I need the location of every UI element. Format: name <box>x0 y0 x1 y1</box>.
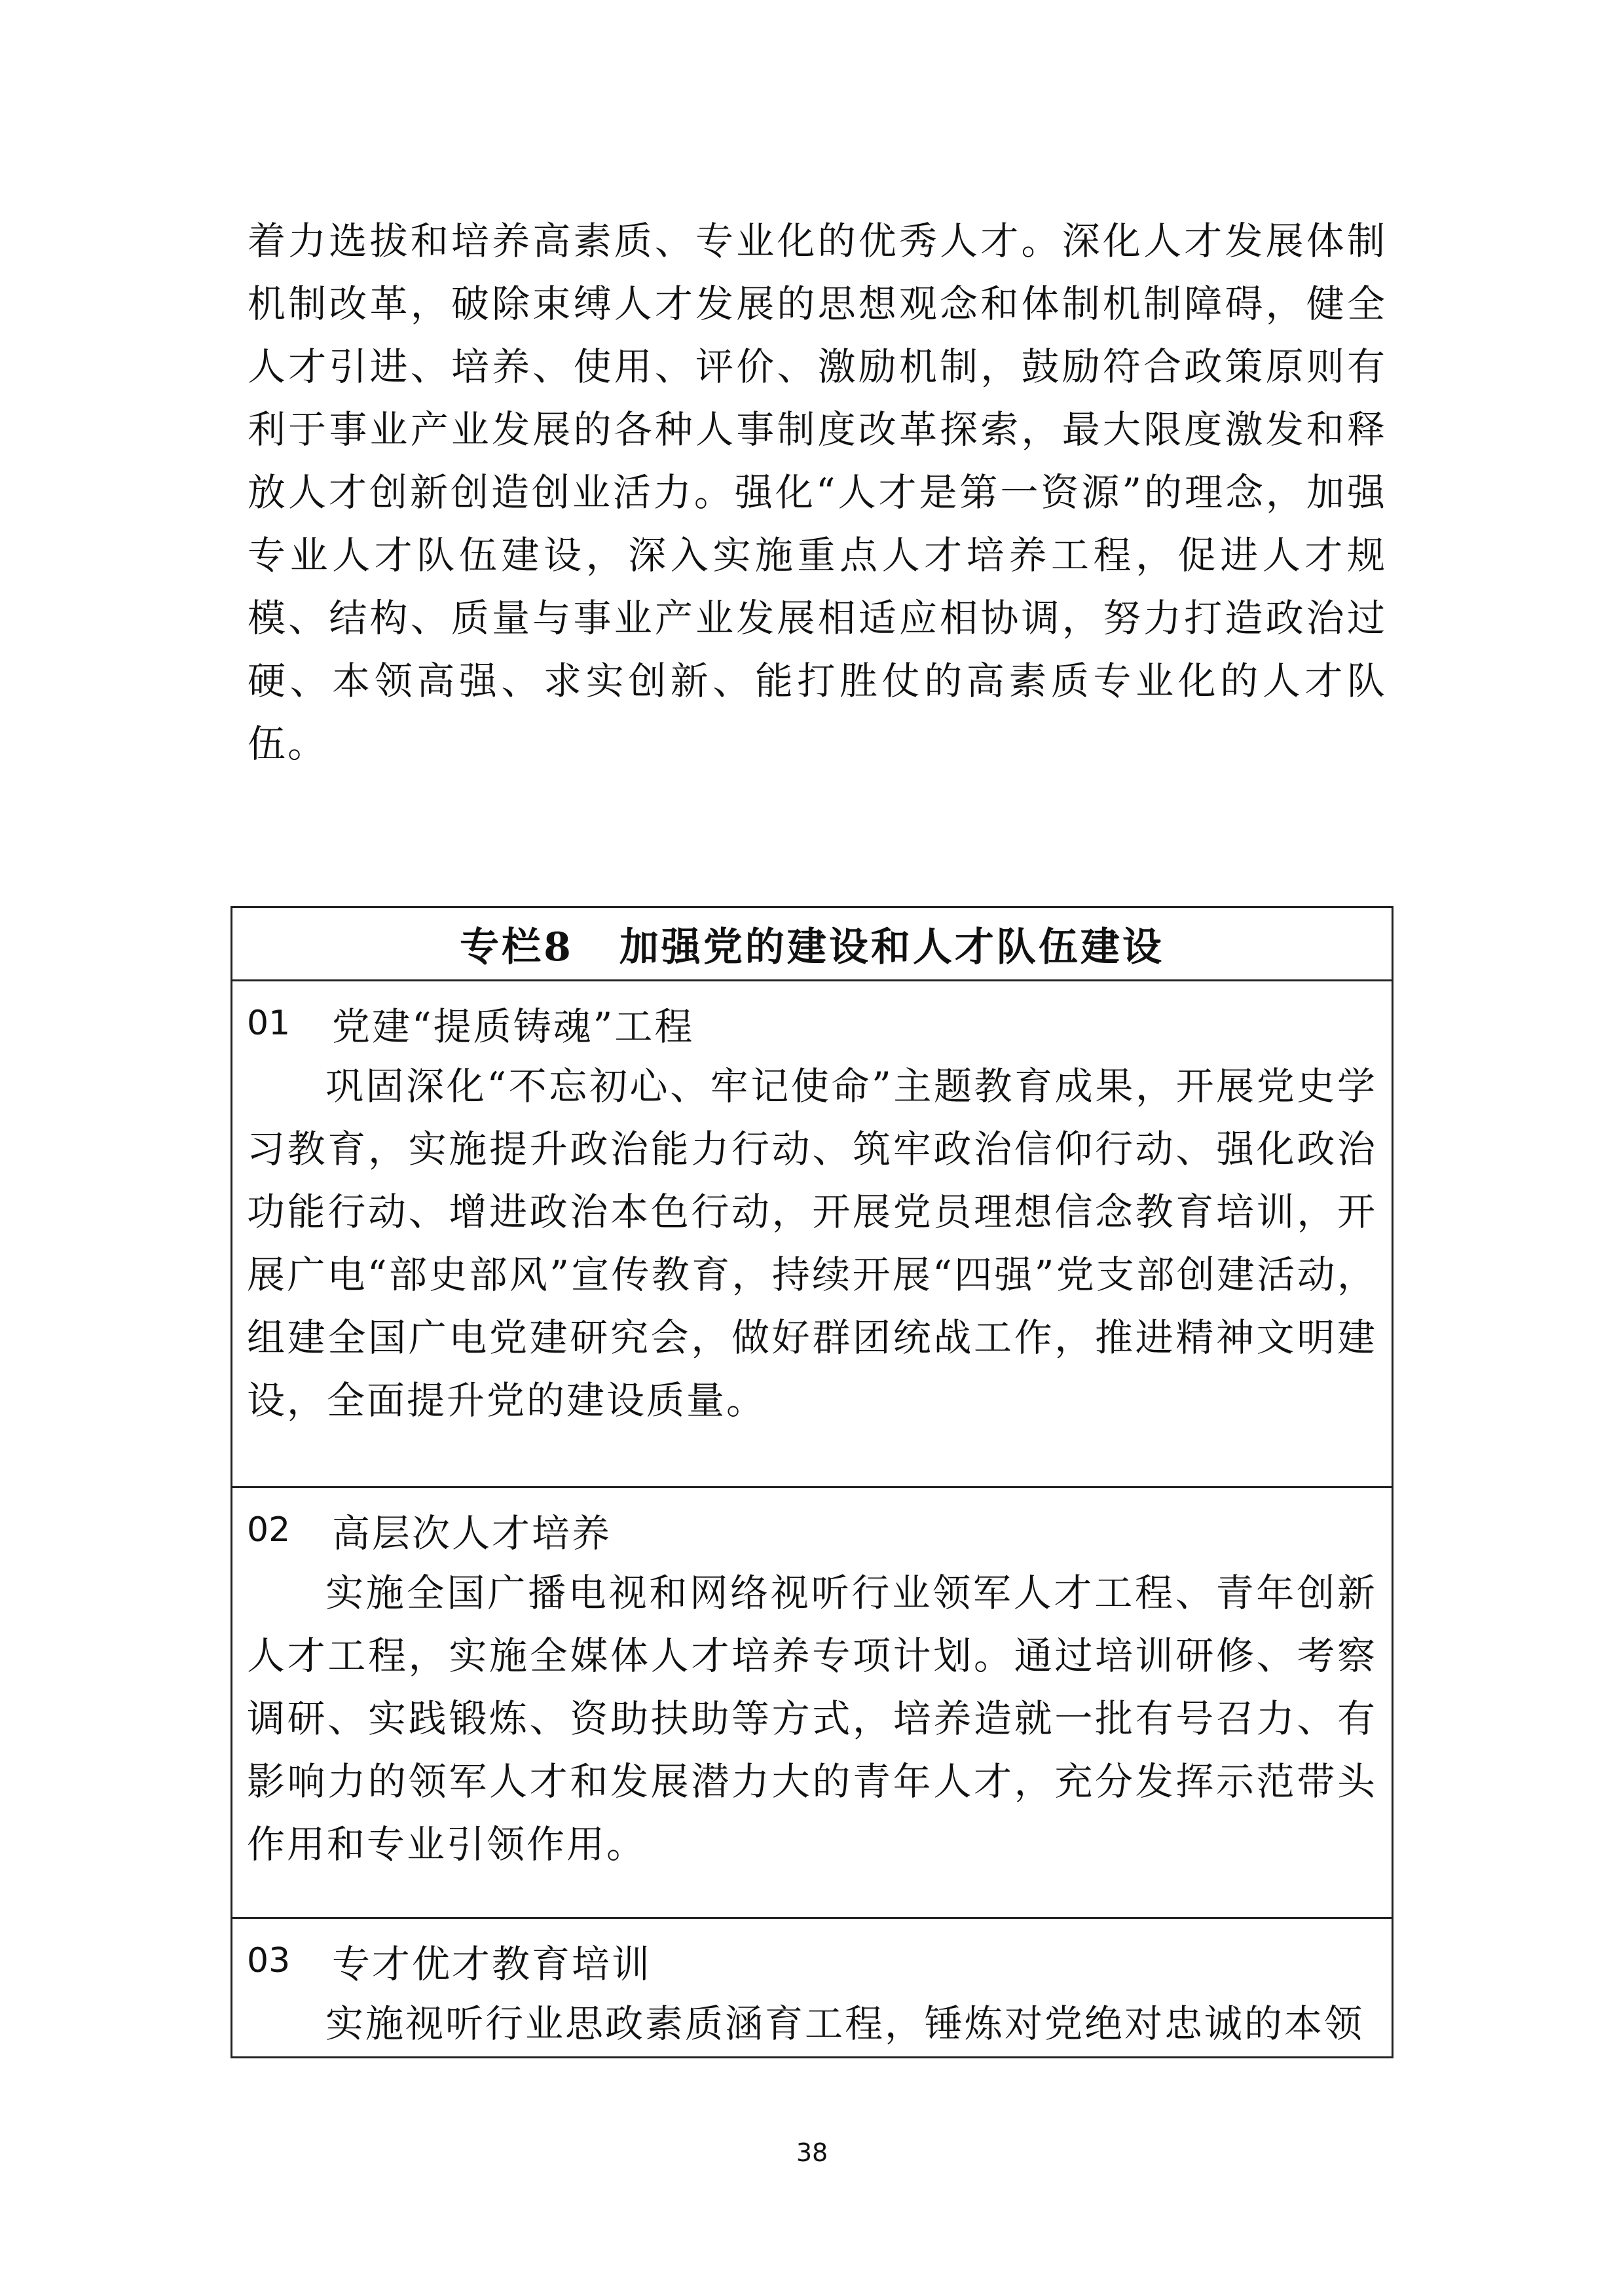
column-section-02 <box>232 1488 1392 1919</box>
section-number: 01 <box>247 1004 291 1043</box>
section-title: 专才优才教育培训 <box>332 1942 652 1986</box>
column-section-01 <box>232 981 1392 1488</box>
column-box-heading: 加强党的建设和人才队伍建设 <box>619 924 1164 970</box>
section-heading <box>247 1499 1377 1561</box>
column-box <box>231 906 1393 2058</box>
section-body: 巩固深化“不忘初心、牢记使命”主题教育成果，开展党史学习教育，实施提升政治能力行动、筑牢政治信仰行动、强化政治功能行动、增进政治本色行动，开展党员理想信念教育培训，开展广电“部史部风”宣传教育，持续开展“四强”党支部创建活动，组建全国广电党建研究会，做好群团统战工作，推进精神文明建设，全面提升党的建设质量。 <box>247 1064 1377 1423</box>
section-heading <box>247 1929 1377 1992</box>
section-number: 02 <box>247 1510 291 1550</box>
section-title: 高层次人才培养 <box>332 1511 612 1556</box>
page-number: 38 <box>796 2138 828 2167</box>
section-body: 实施全国广播电视和网络视听行业领军人才工程、青年创新人才工程，实施全媒体人才培养专项计划。通过培训研修、考察调研、实践锻炼、资助扶助等方式，培养造就一批有号召力、有影响力的领军人才和发展潜力大的青年人才，充分发挥示范带头作用和专业引领作用。 <box>247 1571 1377 1867</box>
column-section-03 <box>232 1919 1392 2060</box>
intro-paragraph: 着力选拔和培养高素质、专业化的优秀人才。深化人才发展体制机制改革，破除束缚人才发展的思想观念和体制机制障碍，健全人才引进、培养、使用、评价、激励机制，鼓励符合政策原则有利于事业产业发展的各种人事制度改革探索，最大限度激发和释放人才创新创造创业活力。强化“人才是第一资源”的理念，加强专业人才队伍建设，深入实施重点人才培养工程，促进人才规模、结构、质量与事业产业发展相适应相协调，努力打造政治过硬、本领高强、求实创新、能打胜仗的高素质专业化的人才队伍。 <box>248 219 1387 766</box>
section-heading <box>247 992 1377 1055</box>
section-title: 党建“提质铸魂”工程 <box>332 1004 695 1049</box>
column-box-label: 专栏8 <box>460 924 574 970</box>
column-box-title <box>232 908 1392 981</box>
section-number: 03 <box>247 1941 291 1980</box>
section-body: 实施视听行业思政素质涵育工程，锤炼对党绝对忠诚的本领 <box>325 2001 1365 2046</box>
